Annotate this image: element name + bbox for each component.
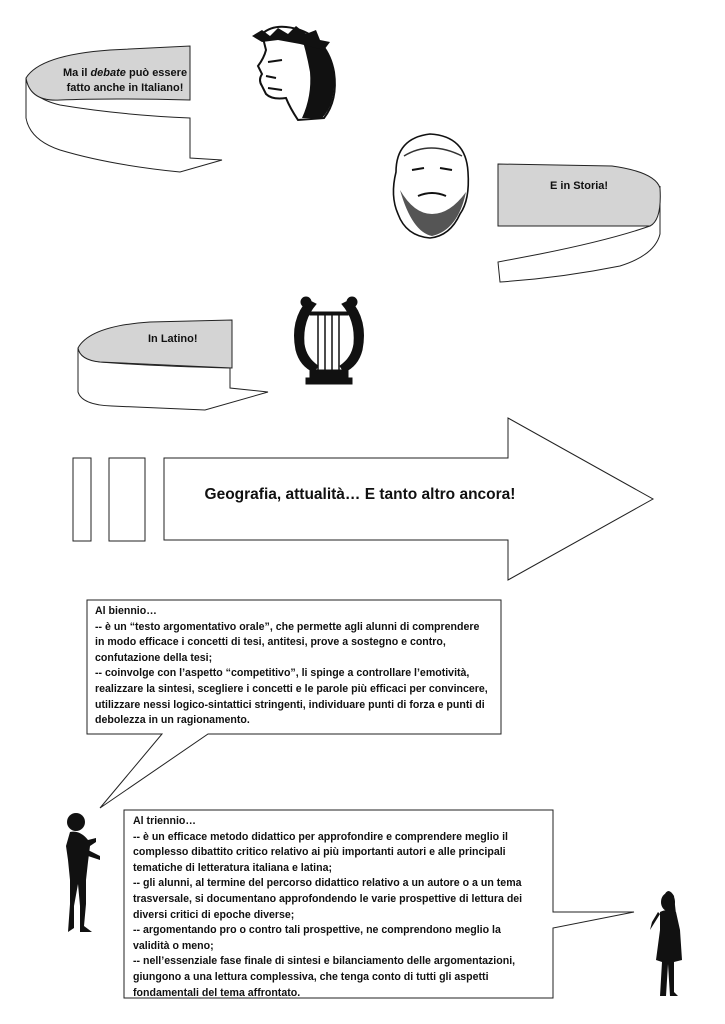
triennio-line: Al triennio… [133, 815, 196, 827]
biennio-line: -- coinvolge con l’aspetto “competitivo”, li spinge a controllare l’emotività, [95, 667, 470, 680]
triennio-line: fondamentali del tema affrontato. [133, 986, 301, 999]
ribbon-latin-label: In Latino! [148, 333, 198, 345]
dante-portrait [252, 26, 335, 120]
biennio-line: Al biennio… [95, 605, 157, 617]
triennio-line: -- gli alunni, al termine del percorso didattico relativo a un autore o a un tema [133, 877, 522, 890]
arrow-label: Geografia, attualità… E tanto altro ancora! [204, 486, 516, 503]
triennio-line: trasversale, si documentano approfondendo le varie prospettive di lettura dei [133, 892, 523, 905]
triennio-line: -- nell’essenziale fase finale di sintesi e bilanciamento delle argomentazioni, [133, 955, 516, 968]
biennio-line: confutazione della tesi; [95, 651, 213, 664]
italian-prefix: Ma il [62, 67, 91, 79]
biennio-line: -- è un “testo argomentativo orale”, che permette agli alunni di comprendere [95, 620, 480, 633]
italian-emph: debate [90, 67, 126, 79]
arrow-bar-2 [109, 458, 145, 541]
lyre-icon [295, 297, 364, 384]
biennio-line: debolezza in un ragionamento. [95, 714, 250, 727]
triennio-line: giungono a una lettura complessiva, che tenga conto di tutti gli aspetti [133, 970, 489, 983]
ribbon-history-label: E in Storia! [550, 180, 609, 192]
triennio-text [133, 814, 522, 1001]
triennio-line: complesso dibattito critico relativo ai più importanti autori e alle principali [133, 846, 506, 859]
biennio-text [95, 604, 488, 729]
biennio-line: realizzare la sintesi, scegliere i concetti e le parole più efficaci per convincere, [95, 682, 488, 695]
italian-line2: fatto anche in Italiano! [66, 82, 184, 94]
ribbon-history-front [498, 164, 660, 226]
boy-silhouette [66, 813, 100, 932]
triennio-line: diversi critici di epoche diverse; [133, 908, 295, 921]
biennio-line: utilizzare nessi logico-sintattici stringenti, individuare punti di forza e punti di [95, 698, 485, 711]
arrow-bar-1 [73, 458, 91, 541]
italian-suffix: può essere [125, 67, 188, 79]
girl-silhouette [650, 891, 682, 996]
triennio-line: -- è un efficace metodo didattico per approfondire e comprendere meglio il [133, 830, 508, 843]
triennio-line: tematiche di letteratura italiana e latina; [133, 861, 332, 874]
biennio-line: in modo efficace i concetti di tesi, antitesi, prove a sostegno e contro, [95, 636, 446, 649]
ribbon-italian-label [40, 66, 210, 96]
triennio-line: validità o meno; [133, 939, 214, 952]
garibaldi-portrait [393, 134, 468, 238]
triennio-line: -- argomentando pro o contro tali prospettive, ne comprendono meglio la [133, 924, 501, 937]
ribbon-italian [26, 46, 222, 172]
